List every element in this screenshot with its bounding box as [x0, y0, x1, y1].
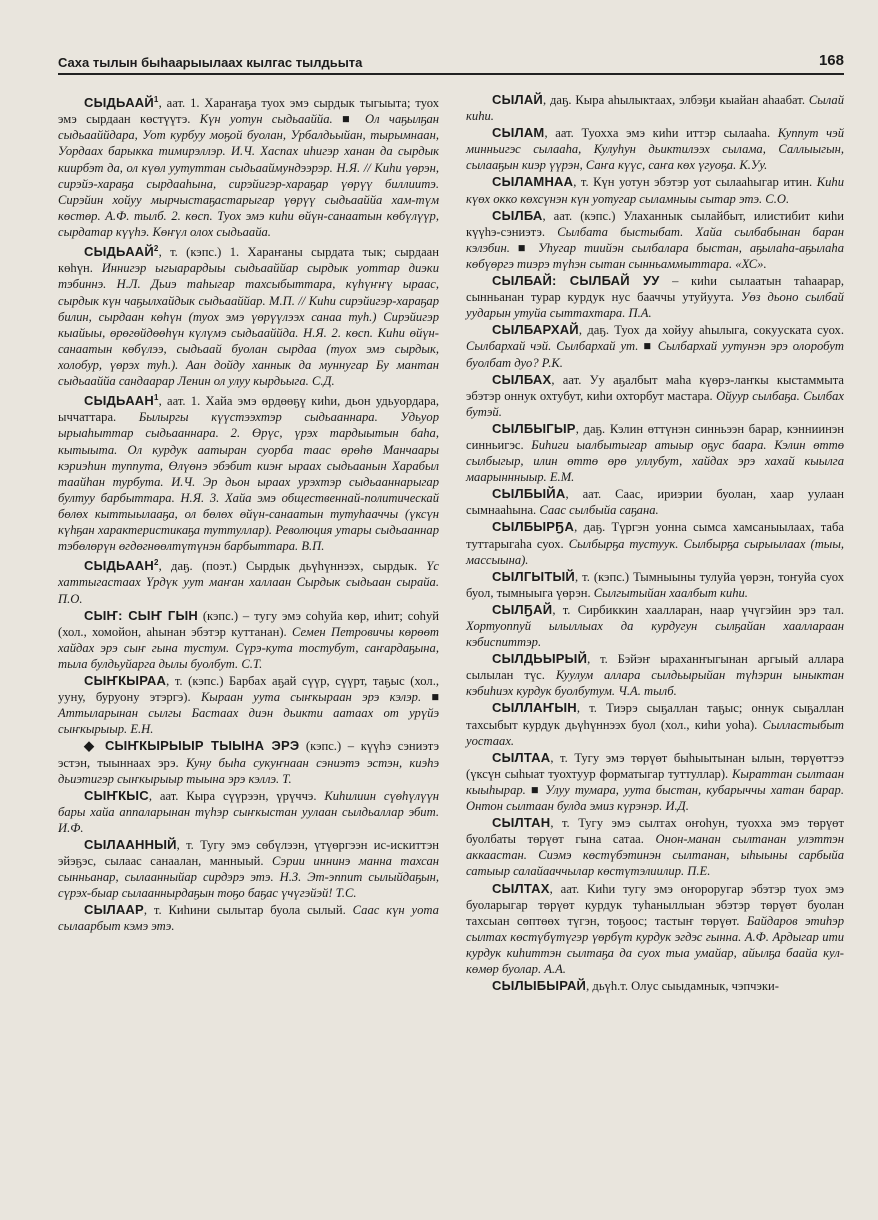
entry-example: Онон-манан сылтанан улэттэн аккаастан. Сиэмэ көстүбэтинэн сылтанан, ыһыыны сарбыйа сатыыр салайааччылар көстүтэлиилир. П.Е.	[466, 832, 844, 879]
dictionary-entry	[58, 555, 439, 606]
dictionary-entry	[466, 651, 844, 699]
entry-example: Куну быһа сукуҥнаан сэниэтэ эстэн, киэһэ дьиэтигэр сыҥкырыыр тыына эрэ кэллэ. Т.	[58, 755, 439, 786]
dictionary-entry	[466, 174, 844, 206]
header-rule	[58, 73, 844, 75]
entry-headword: СЫЛБАРХАЙ	[492, 322, 579, 338]
entry-example: Саас сылбыйа саҕана.	[539, 503, 659, 518]
dictionary-entry	[466, 92, 844, 124]
entry-example: Хортуоппуй ылыллыах да курдугун сылҕайан хааллараан кэбиспиттэр.	[466, 619, 844, 650]
entry-definition: , т. Тугу эмэ төрүөт быһыытынан ылын, төрүөттээ (үксүн сыһыат туохтуур форматыгар туттуллар).	[466, 750, 844, 781]
entry-definition: , аат. Кыра сүүрээн, үрүччэ.	[148, 788, 317, 803]
entry-example: Сылбархай чэй. Сылбархай ут. ■ Сылбархай уутунэн эрэ олоробут буолбат дуо? Р.К.	[466, 339, 844, 370]
entry-example: Күн уотун сыдьааййа. ■ Ол чаҕылҕан сыдьааййдара, Уот курбуу моҕой буолан, Урбалдьыйан, тырымнаан, Уордаах барыкка тимирэллэр. И.Ч. Хаспах иһигэр ханан да сырдык киирбэт да, ол күөл уутуттан сыдьааймундээрэр. Н.Я. // Киһи үөрэн, сирэйэ-хараҕа сырдааһына, сирэйигэр-хараҕар үөрүү биллиитэ. Сирэйин хойуу мырчыстаҕастарыгар үөрүү сыдьааййа хам-түм көстөр. А.Ф. тылб. 2. көсп. Туох эмэ киһи өйүн-санаатын көбүлүүр, сырдатар күүһэ. Көҥүл олох сыдьаайа.	[58, 112, 439, 239]
dictionary-entry	[466, 322, 844, 370]
dictionary-entry	[466, 208, 844, 272]
dictionary-entry	[466, 519, 844, 567]
entry-example: Былыргы күүстээхтэр сыдьааннара. Удьуор ырыаһыттар сыдьааннара. 2. Өрүс, үрэх тардыытын баһа, кытыыта. Ол курдук аатыран суорба таас өрөһө Манчаары кэриэһин туппута, Өлүөнэ эбэбит киэҥ ыраах сыдьаанын Харабыл таайһан турбута. И.Ч. Эр дьон ыраах урэхтэр сыдьааннарыгар бултуу барбыттара. Н.Я. 3. Хайа эмэ общественнай-политическай бөлөх кыттыылааҕа, ол бөлөх өйүн-санаатын тутуһааччы (үксүн күһҕан характеристикаҕа туттуллар). Революция утары сыдьааннар тэбөлөрүн өгдөгнөөлтүтүнэн барбыттара. В.П.	[58, 410, 439, 554]
entry-definition: , т. Бэйэҥ ыраханҥыгынан аргыый аллара сылылан түс.	[466, 652, 844, 683]
dictionary-entry	[466, 421, 844, 485]
dictionary-entry	[466, 372, 844, 420]
entry-definition: (кэпс.) – тугу эмэ соһуйа көр, иһит; соһуй (хол., хомойон, аһынан эбэтэр куттанан).	[58, 608, 439, 639]
entry-headword: СЫЛАЙ	[492, 92, 543, 107]
entry-headword: СЫҤ: СЫҤ ГЫН	[84, 607, 198, 623]
entry-example: Куппут чэй минньигэс сылааһа, Кулуһун дьиктилээх сылама, Саллыыгын, сылааҕын киэр үүрэн, Саҥа күүс, саҥа көх үгуоҕа. К.Уу.	[466, 126, 844, 173]
dictionary-entry	[466, 602, 844, 650]
entry-example: Куулум аллара сылдьырыйан түһэрин ыныктан кэбиһиэх курдук буолбутум. Ч.А. тылб.	[466, 668, 844, 699]
entry-example: Байдаров этиһэр сылтах көстүбүтүгэр үөрбүт курдук эгдэс гынна. А.Ф. Ардыгар ити курдук киһиттэн сылтаҕа да суох тыа умайар, айылҕа баайа кул-көмөр буолар. А.А.	[466, 913, 845, 976]
entry-definition: – киһи сылаатын таһаарар, сынньанан турар курдук нус бааччы утуйуута.	[466, 274, 845, 305]
homonym-number: 2	[153, 244, 159, 254]
entry-example: Сылбырҕа тустуук. Сылбырҕа сырыылаах (тыы, массыына).	[466, 536, 844, 567]
entry-example: Сылгытыйан хаалбыт киһи.	[593, 585, 748, 600]
dictionary-entry	[466, 700, 844, 748]
entry-definition: , т. Сирбиккин хаалларан, наар үчүгэйин эрэ тал.	[552, 602, 844, 617]
entry-headword: СЫЛГЫТЫЙ	[492, 568, 575, 584]
dictionary-entry	[58, 241, 439, 389]
entry-example: Сылластыбыт уостаах.	[466, 717, 844, 748]
entry-definition: , даҕ. Кыра аһылыктаах, элбэҕи кыайан аһаабат.	[542, 93, 805, 107]
dictionary-entry	[58, 390, 439, 554]
entry-example: Кыраттан сылтаан кыыһырар. ■ Улуу тумара, уута быстан, кубарыччы хатан барар. Онтон сылтаан булда эмиз күрэнэр. И.Д.	[466, 766, 844, 814]
entry-headword: СЫЛБЫЙА	[492, 486, 566, 502]
homonym-number: 1	[153, 95, 159, 104]
entry-headword: СЫДЬААН	[84, 558, 154, 574]
entry-definition: , аат. Туохха эмэ киһи иттэр сылааһа.	[544, 126, 771, 141]
dictionary-entry	[58, 902, 439, 934]
dictionary-entry	[58, 673, 439, 737]
entry-example: Уөз дьоно сылбай уударын утуйа сыттахтара. П.А.	[466, 290, 844, 321]
entry-example: Семен Петровичы көрөөт хайдах эрэ сыҥ гына тустум. Сүрэ-кута тостубут, саҥардаҕына, тыла булдьуйарга дылы буолбут. С.Т.	[58, 624, 439, 671]
entry-definition: , аат. (кэпс.) Улаханнык сылайбыт, илистибит киһи күүһэ-сэниэтэ.	[466, 208, 844, 239]
entry-headword: СЫЛТАХ	[492, 880, 550, 896]
entry-example: Киһи күөх окко көхсүнэн күн уотугар сыламныы сытар этэ. С.О.	[466, 175, 844, 206]
dictionary-entry	[58, 788, 439, 836]
dictionary-entry	[466, 569, 844, 601]
entry-headword: СЫЛБАХ	[492, 371, 552, 387]
entry-definition: , даҕ. Кэлин өттүнэн синньээн барар, кэнниинэн синньигэс.	[466, 421, 844, 452]
entry-example: Кыраан уута сыҥкыраан эрэ кэлэр. ■ Аттыларынан сылгы Бастаах диэн дьикти аатаах от урүйэ сыҥкырыыр. Е.Н.	[58, 690, 439, 737]
entry-headword: СЫЛТАА	[492, 749, 551, 765]
entry-definition: , аат. Киһи тугу эмэ оҥороругар эбэтэр туох эмэ буоларыгар төрүөт курдук туһаныллыан эбэтэр төрүөт буолан тахсыан сөптөөх түгэн, тоҕоос; тастыҥ төрүөт.	[466, 881, 844, 928]
entry-definition: , аат. Саас, ириэрии буолан, хаар уулаан сымнааһына.	[466, 487, 844, 518]
entry-example: Сылбата быстыбат. Хайа сылбабынан баран кэлэбин. ■ Уһугар тиийэн сылбалара быстан, аҕылаһа-аҕылаһа көбүөргэ тиэрэ түһэн сытан сынньаммыттара. «ХС».	[466, 224, 844, 271]
entry-headword: СЫЛБАЙ: СЫЛБАЙ УУ	[492, 273, 660, 289]
entry-definition: , аат. Уу аҕалбыт маһа күөрэ-лаҥкы кыстаммыта эбэтэр оннук охтубут, киһи охторбут мастара.	[466, 372, 844, 403]
homonym-number: 2	[153, 558, 159, 568]
entry-headword: СЫҤКЫС	[84, 787, 149, 803]
dictionary-entry	[466, 486, 844, 518]
right-column	[466, 92, 844, 995]
entry-headword: СЫЛЛАҤЫН	[492, 700, 577, 716]
entry-headword: СЫЛБЫГЫР	[492, 420, 576, 436]
dictionary-entry	[58, 738, 439, 786]
entry-headword: СЫДЬААЙ	[84, 95, 154, 111]
entry-headword: СЫЛЫБЫРАЙ	[492, 978, 587, 994]
page-number: 168	[818, 52, 844, 69]
entry-definition: , т. Киһини сылытар буола сылый.	[143, 903, 346, 918]
entry-headword: СЫЛДЬЫРЫЙ	[492, 651, 588, 667]
entry-headword: СЫЛТАН	[492, 815, 551, 831]
entry-definition: , аат. 1. Хараҥаҕа туох эмэ сырдык тыгыыта; туох эмэ сырдаан көстүүтэ.	[58, 96, 439, 127]
dictionary-entry	[466, 125, 844, 173]
entry-example: Үс хаттыгастаах Үрдүк уут маҥан халлаан Сырдык сыдьаан сырайа. П.О.	[58, 559, 439, 606]
page-header	[58, 52, 844, 74]
entry-definition: , даҕ. (поэт.) Сырдык дьүһүннээх, сырдык.	[158, 559, 418, 574]
dictionary-entry	[466, 815, 844, 879]
entry-definition: , т. Тугу эмэ сөбүлээн, үтүөргээн ис-искиттэн эйэҕэс, сылаас санаалан, манныый.	[58, 837, 439, 869]
entry-definition: , т. Тугу эмэ сылтах оҥоһун, туохха эмэ төрүөт буолбаты төрүөт гына сатаа.	[466, 816, 844, 847]
dictionary-entry	[466, 273, 844, 321]
entry-definition: , т. (кэпс.) Тымныыны тулуйа үөрэн, тоҥуйа суох буол, тымныыга үөрэн.	[466, 569, 844, 600]
entry-headword: СЫЛАМ	[492, 125, 545, 141]
entry-headword: СЫҤКЫРАА	[84, 673, 167, 689]
entry-definition: , дьүһ.т. Олус сыыдамнык, чэпчэки-	[586, 979, 779, 994]
dictionary-entry	[466, 978, 844, 994]
entry-definition: , т. (кэпс.) 1. Хараҥаны сырдата тык; сырдаан көһүн.	[58, 245, 439, 276]
entry-definition: , т. (кэпс.) Барбах аҕай сүүр, сүүрт, таҕыс (хол., ууну, буруону этэргэ).	[58, 674, 439, 705]
dictionary-entry	[466, 881, 844, 978]
entry-definition: , т. Тиэрэ сыҕаллан таҕыс; оннук сыҕаллан тахсыбыт курдук дьүһүннээх буол (хол., киһи уоһа).	[466, 701, 844, 732]
entry-headword: СЫЛҔАЙ	[492, 601, 553, 617]
dictionary-entry	[466, 750, 844, 814]
entry-example: Иннигэр ыгыарардыы сыдьааййар сырдык уоттар диэки тэбиннэ. Н.Л. Дьиэ таһыгар тахсыбыттара, күһүҥҥү ыраас, сырдык күн чаҕылхайдык сыдьааййар. М.П. // Киһи сирэйигэр-хараҕар билин, сырдаан көһүн (туох эмэ үөрүүлээх санаа туһ.) Сирэйигэр кыайыы, өрөгөйдөөһүн күлүмэ сыдьааййда. Н.Я. 2. көсп. Киһи өйүн-санаатын көбүлээ, сыдьаай буолан сырдаа (туох эмэ сырдык, холобур, үөрэх туһ.). Аан дойду ханнык да муннугар Бу мантан сыдьааййа сандаарар Ленин ол улуу кырдьыга. С.Д.	[58, 261, 439, 388]
entry-definition: , даҕ. Туох да хойуу аһылыга, сокууската суох.	[578, 323, 844, 338]
entry-example: Саас күн уота сылаарбыт кэмэ этэ.	[58, 903, 439, 934]
entry-example: Сылай киһи.	[466, 93, 845, 124]
entry-headword: СЫЛААННЫЙ	[84, 836, 177, 852]
dictionary-entry	[58, 92, 439, 240]
entry-definition: , аат. 1. Хайа эмэ өрдөөҕү киһи, дьон удьуордара, ыччаттара.	[58, 394, 439, 425]
dictionary-entry	[58, 837, 439, 901]
entry-definition: , т. Күн уотун эбэтэр уот сылааһыгар итин.	[573, 175, 813, 190]
entry-headword: ◆ СЫҤКЫРЫЫР ТЫЫНА ЭРЭ	[84, 738, 300, 754]
entry-example: Киһилиин сүөһүлүүн бары хайа аппаларынан түһэр сыҥкыстан уулаан сылдьаллар эбит. И.Ф.	[58, 788, 439, 835]
entry-headword: СЫДЬААЙ	[84, 244, 154, 260]
entry-headword: СЫДЬААН	[84, 393, 154, 409]
dictionary-entry	[58, 608, 439, 672]
entry-definition: (кэпс.) – күүһэ сэниэтэ эстэн, тыыннаах эрэ.	[58, 739, 439, 770]
entry-headword: СЫЛБЫРҔА	[492, 519, 575, 535]
entry-example: Сэрии иннинэ манна тахсан сынньанар, сылаанныйар сирдэрэ этэ. Н.З. Эт-эппит сылыйдаҕын, сүрэх-быар сылааннырдаҕын тоҕо баҕас үчүгэйэй! Т.С.	[58, 854, 439, 901]
running-title: Саха тылын быһаарыылаах кылгас тылдьыта	[58, 55, 363, 70]
entry-headword: СЫЛАМНАА	[492, 174, 574, 190]
homonym-number: 1	[153, 393, 159, 403]
entry-headword: СЫЛБА	[492, 207, 543, 223]
left-column	[58, 92, 439, 936]
entry-definition: , даҕ. Түргэн уонна сымса хамсаныылаах, таба туттарыгаһа суох.	[466, 520, 844, 551]
entry-example: Биһиги ыалбытыгар атыыр оҕус баара. Кэлин өттө сылбыгыр, илин өттө өрө уллубут, хайдах эрэ хахай кыылга маарыннныыр. Е.М.	[466, 437, 844, 485]
entry-headword: СЫЛААР	[84, 902, 144, 918]
entry-example: Ойуур сылбаҕа. Сылбах бутэй.	[466, 388, 844, 419]
